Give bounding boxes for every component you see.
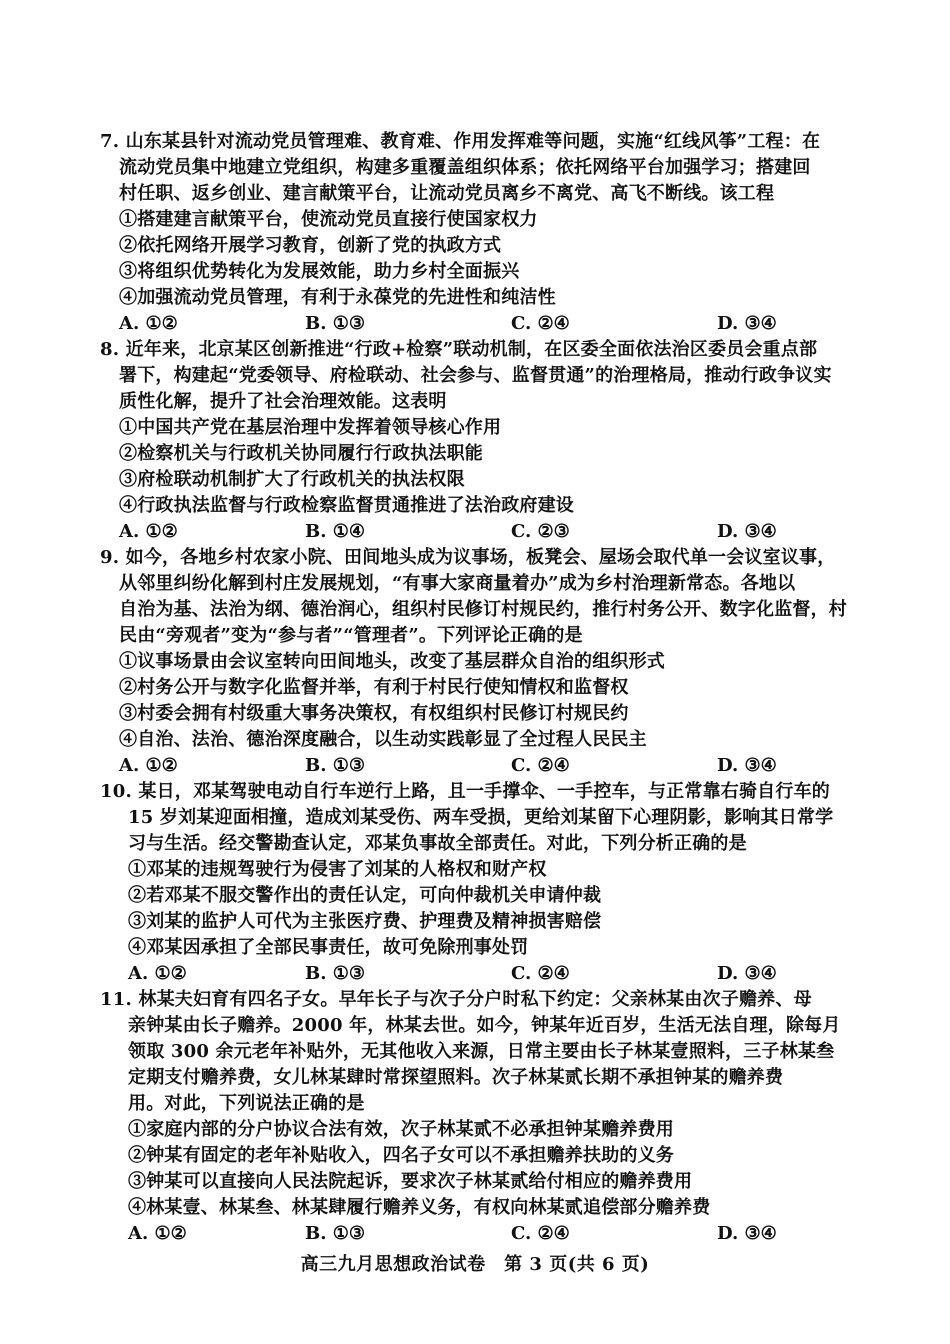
- statement-option: ②依托网络开展学习教育，创新了党的执政方式: [119, 235, 502, 256]
- answer-choices: [100, 961, 860, 987]
- statement-option: ①搭建建言献策平台，使流动党员直接行使国家权力: [119, 209, 538, 230]
- choice-a: A. ①②: [119, 755, 178, 776]
- statement-option: ②村务公开与数字化监督并举，有利于村民行使知情权和监督权: [119, 677, 629, 698]
- question-stem-line: 11. 林某夫妇育有四名子女。早年长子与次子分户时私下约定：父亲林某由次子赡养、母: [100, 989, 812, 1010]
- choice-c: C. ②③: [511, 521, 570, 542]
- statement-option: ③将组织优势转化为发展效能，助力乡村全面振兴: [119, 261, 520, 282]
- question-stem-line: 习与生活。经交警勘查认定，邓某负事故全部责任。对此，下列分析正确的是: [128, 833, 747, 854]
- choice-a: A. ①②: [119, 313, 178, 334]
- choice-b: B. ①③: [305, 755, 366, 776]
- statement-option: ②检察机关与行政机关协同履行行政执法职能: [119, 443, 483, 464]
- question-8: [100, 337, 860, 545]
- question-stem-line: 村任职、返乡创业、建言献策平台，让流动党员离乡不离党、高飞不断线。该工程: [119, 183, 775, 204]
- question-11: [100, 987, 860, 1247]
- choice-a: A. ①②: [119, 521, 178, 542]
- statement-option: ④林某壹、林某叁、林某肆履行赡养义务，有权向林某贰追偿部分赡养费: [128, 1197, 711, 1218]
- question-9: [100, 545, 860, 779]
- question-stem-line: 流动党员集中地建立党组织，构建多重覆盖组织体系；依托网络平台加强学习；搭建回: [119, 157, 811, 178]
- choice-b: B. ①④: [305, 521, 366, 542]
- answer-choices: [100, 311, 860, 337]
- question-stem-line: 15 岁刘某迎面相撞，造成刘某受伤、两车受损，更给刘某留下心理阴影，影响其日常学: [128, 807, 834, 828]
- choice-c: C. ②④: [511, 963, 570, 984]
- choice-d: D. ③④: [717, 313, 777, 334]
- statement-option: ①议事场景由会议室转向田间地头，改变了基层群众自治的组织形式: [119, 651, 665, 672]
- question-stem-line: 质性化解，提升了社会治理效能。这表明: [119, 391, 447, 412]
- question-stem-line: 定期支付赡养费，女儿林某肆时常探望照料。次子林某贰长期不承担钟某的赡养费: [128, 1067, 784, 1088]
- choice-d: D. ③④: [717, 963, 777, 984]
- statement-option: ④行政执法监督与行政检察监督贯通推进了法治政府建设: [119, 495, 574, 516]
- page-footer: 高三九月思想政治试卷 第 3 页(共 6 页): [300, 1254, 650, 1275]
- choice-b: B. ①③: [305, 1223, 366, 1244]
- question-stem-line: 署下，构建起“党委领导、府检联动、社会参与、监督贯通”的治理格局，推动行政争议实: [119, 365, 832, 386]
- statement-option: ③府检联动机制扩大了行政机关的执法权限: [119, 469, 465, 490]
- question-stem-line: 从邻里纠纷化解到村庄发展规划，“有事大家商量着办”成为乡村治理新常态。各地以: [119, 573, 796, 594]
- statement-option: ①家庭内部的分户协议合法有效，次子林某贰不必承担钟某赡养费用: [128, 1119, 674, 1140]
- choice-d: D. ③④: [717, 521, 777, 542]
- question-stem-line: 用。对此，下列说法正确的是: [128, 1093, 365, 1114]
- choice-a: A. ①②: [128, 963, 187, 984]
- question-stem-line: 民由“旁观者”变为“参与者”“管理者”。下列评论正确的是: [119, 625, 583, 646]
- choice-d: D. ③④: [717, 1223, 777, 1244]
- choice-c: C. ②④: [511, 1223, 570, 1244]
- question-10: [100, 779, 860, 987]
- choice-c: C. ②④: [511, 755, 570, 776]
- statement-option: ④自治、法治、德治深度融合，以生动实践彰显了全过程人民民主: [119, 729, 647, 750]
- question-stem-line: 8. 近年来，北京某区创新推进“行政+检察”联动机制，在区委全面依法治区委员会重点部: [100, 339, 818, 360]
- question-stem-line: 领取 300 余元老年补贴外，无其他收入来源，日常主要由长子林某壹照料，三子林某叁: [128, 1041, 835, 1062]
- question-stem-line: 10. 某日，邓某驾驶电动自行车逆行上路，且一手撑伞、一手控车，与正常靠右骑自行车的: [100, 781, 830, 802]
- choice-b: B. ①③: [305, 313, 366, 334]
- statement-option: ②若邓某不服交警作出的责任认定，可向仲裁机关申请仲裁: [128, 885, 602, 906]
- choice-a: A. ①②: [128, 1223, 187, 1244]
- answer-choices: [100, 519, 860, 545]
- statement-option: ④邓某因承担了全部民事责任，故可免除刑事处罚: [128, 937, 529, 958]
- choice-b: B. ①③: [305, 963, 366, 984]
- statement-option: ④加强流动党员管理，有利于永葆党的先进性和纯洁性: [119, 287, 556, 308]
- question-stem-line: 9. 如今，各地乡村农家小院、田间地头成为议事场，板凳会、屋场会取代单一会议室议事，: [100, 547, 836, 568]
- statement-option: ①中国共产党在基层治理中发挥着领导核心作用: [119, 417, 502, 438]
- choice-d: D. ③④: [717, 755, 777, 776]
- statement-option: ③钟某可以直接向人民法院起诉，要求次子林某贰给付相应的赡养费用: [128, 1171, 693, 1192]
- answer-choices: [100, 1221, 860, 1247]
- question-stem-line: 7. 山东某县针对流动党员管理难、教育难、作用发挥难等问题，实施“红线风筝”工程：在: [100, 131, 821, 152]
- statement-option: ③村委会拥有村级重大事务决策权，有权组织村民修订村规民约: [119, 703, 629, 724]
- answer-choices: [100, 753, 860, 779]
- question-7: [100, 129, 860, 337]
- statement-option: ③刘某的监护人可代为主张医疗费、护理费及精神损害赔偿: [128, 911, 602, 932]
- statement-option: ①邓某的违规驾驶行为侵害了刘某的人格权和财产权: [128, 859, 547, 880]
- choice-c: C. ②④: [511, 313, 570, 334]
- question-stem-line: 亲钟某由长子赡养。2000 年，林某去世。如今，钟某年近百岁，生活无法自理，除每月: [128, 1015, 841, 1036]
- question-list: [100, 129, 860, 1247]
- statement-option: ②钟某有固定的老年补贴收入，四名子女可以不承担赡养扶助的义务: [128, 1145, 674, 1166]
- question-stem-line: 自治为基、法治为纲、德治润心，组织村民修订村规民约，推行村务公开、数字化监督，村: [119, 599, 847, 620]
